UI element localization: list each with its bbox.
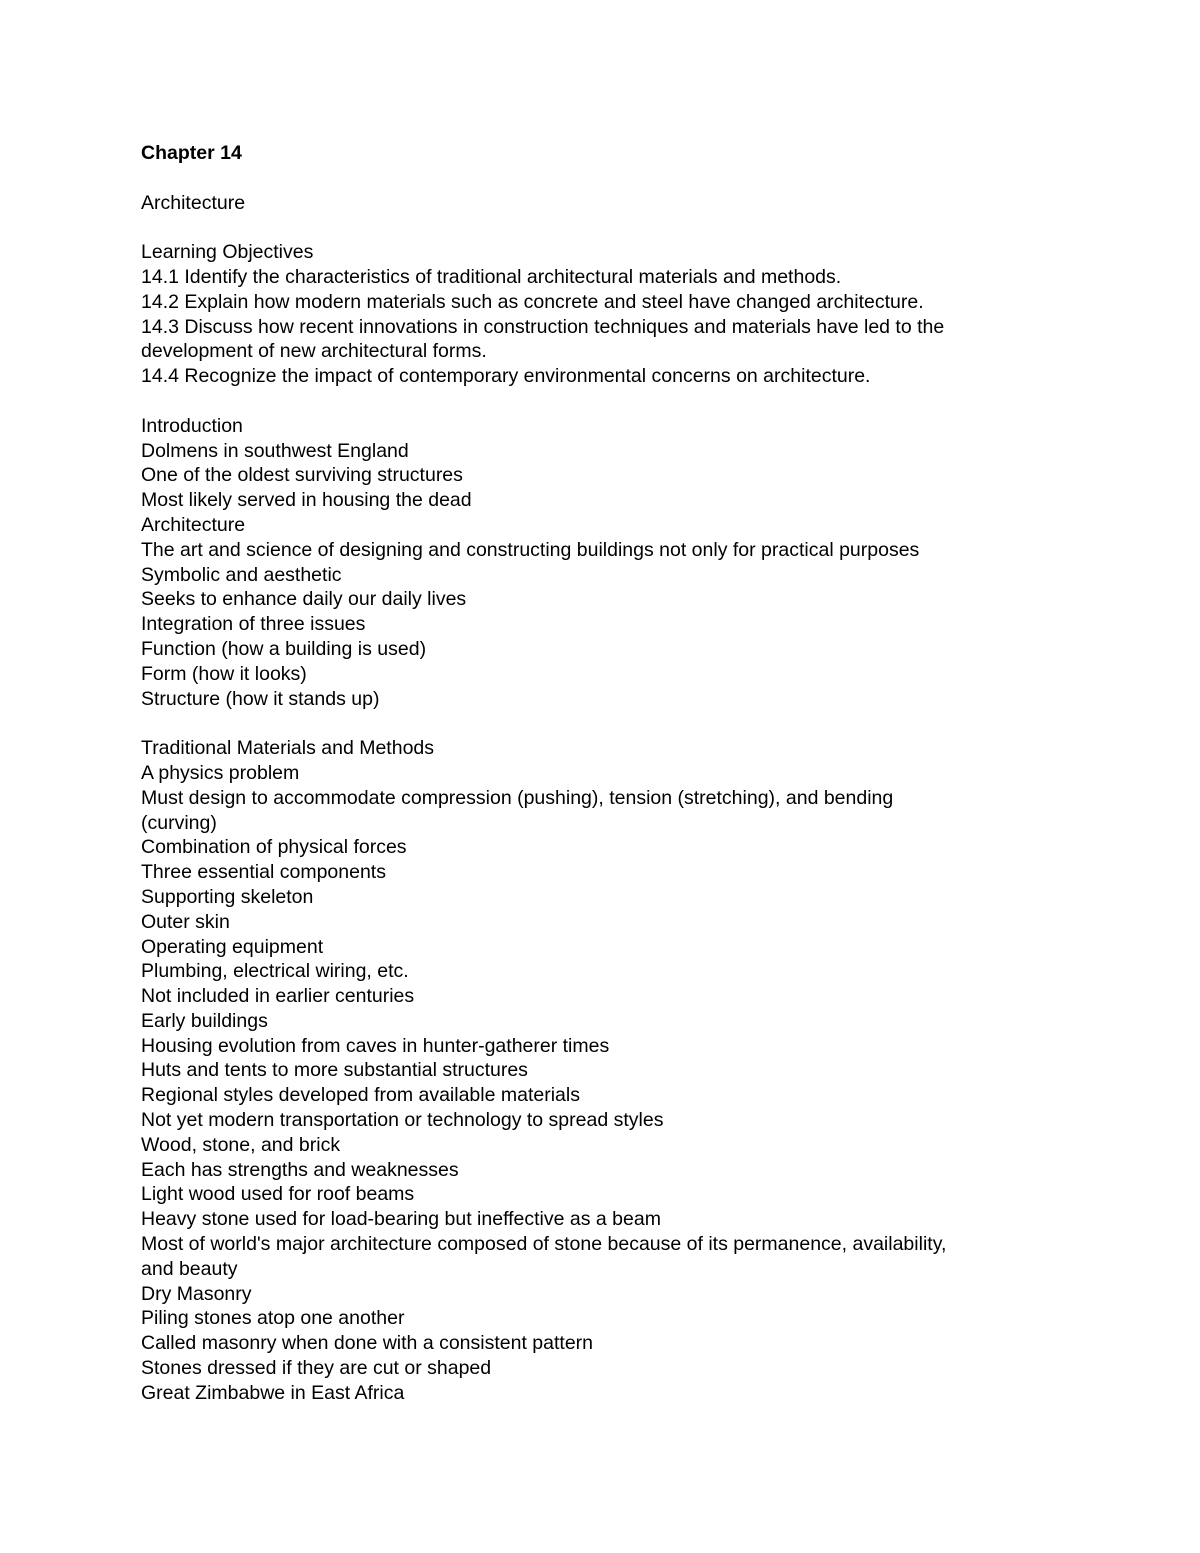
text-line: Housing evolution from caves in hunter-gatherer times [141,1034,610,1057]
traditional-materials-section [141,736,1061,1406]
text-line: Plumbing, electrical wiring, etc. [141,960,409,983]
text-line: Outer skin [141,910,230,933]
text-line: Called masonry when done with a consistent pattern [141,1332,594,1355]
objective-line: 14.3 Discuss how recent innovations in construction techniques and materials have led to the [141,315,945,338]
text-line: Must design to accommodate compression (pushing), tension (stretching), and bending [141,786,894,809]
spacer [141,215,1061,240]
document-body [141,141,1061,1406]
text-line: and beauty [141,1257,238,1280]
text-line: A physics problem [141,761,300,784]
text-line: Wood, stone, and brick [141,1133,341,1156]
text-line: Three essential components [141,861,386,884]
objective-line: 14.1 Identify the characteristics of traditional architectural materials and methods. [141,265,842,288]
spacer [141,389,1061,414]
text-line: Not included in earlier centuries [141,985,415,1008]
text-line: Heavy stone used for load-bearing but ineffective as a beam [141,1208,661,1231]
text-line: Supporting skeleton [141,885,314,908]
text-line: (curving) [141,811,217,834]
text-line: Architecture [141,513,246,536]
text-line: Dolmens in southwest England [141,439,409,462]
objective-line: development of new architectural forms. [141,340,487,363]
objective-line: 14.2 Explain how modern materials such as concrete and steel have changed architecture. [141,290,924,313]
text-line: One of the oldest surviving structures [141,464,463,487]
text-line: Introduction [141,414,243,437]
spacer [141,711,1061,736]
text-line: Early buildings [141,1009,268,1032]
objectives-heading: Learning Objectives [141,241,314,264]
text-line: Symbolic and aesthetic [141,563,342,586]
subject-heading: Architecture [141,191,246,214]
text-line: Huts and tents to more substantial structures [141,1059,528,1082]
text-line: Regional styles developed from available materials [141,1084,580,1107]
text-line: Seeks to enhance daily our daily lives [141,588,467,611]
text-line: Operating equipment [141,935,324,958]
text-line: Form (how it looks) [141,662,307,685]
spacer [141,166,1061,191]
text-line: Function (how a building is used) [141,637,427,660]
chapter-title: Chapter 14 [141,142,242,164]
text-line: Combination of physical forces [141,836,407,859]
objective-line: 14.4 Recognize the impact of contemporary environmental concerns on architecture. [141,365,871,388]
text-line: The art and science of designing and constructing buildings not only for practical purposes [141,538,920,561]
text-line: Great Zimbabwe in East Africa [141,1381,405,1404]
text-line: Integration of three issues [141,613,366,636]
objectives-list [141,265,1061,389]
text-line: Light wood used for roof beams [141,1183,415,1206]
text-line: Structure (how it stands up) [141,687,380,710]
text-line: Traditional Materials and Methods [141,737,435,760]
introduction-section [141,414,1061,712]
text-line: Most of world's major architecture composed of stone because of its permanence, availability, [141,1233,947,1256]
text-line: Piling stones atop one another [141,1307,405,1330]
text-line: Each has strengths and weaknesses [141,1158,459,1181]
text-line: Dry Masonry [141,1282,252,1305]
text-line: Stones dressed if they are cut or shaped [141,1357,492,1380]
text-line: Most likely served in housing the dead [141,489,472,512]
text-line: Not yet modern transportation or technology to spread styles [141,1109,664,1132]
